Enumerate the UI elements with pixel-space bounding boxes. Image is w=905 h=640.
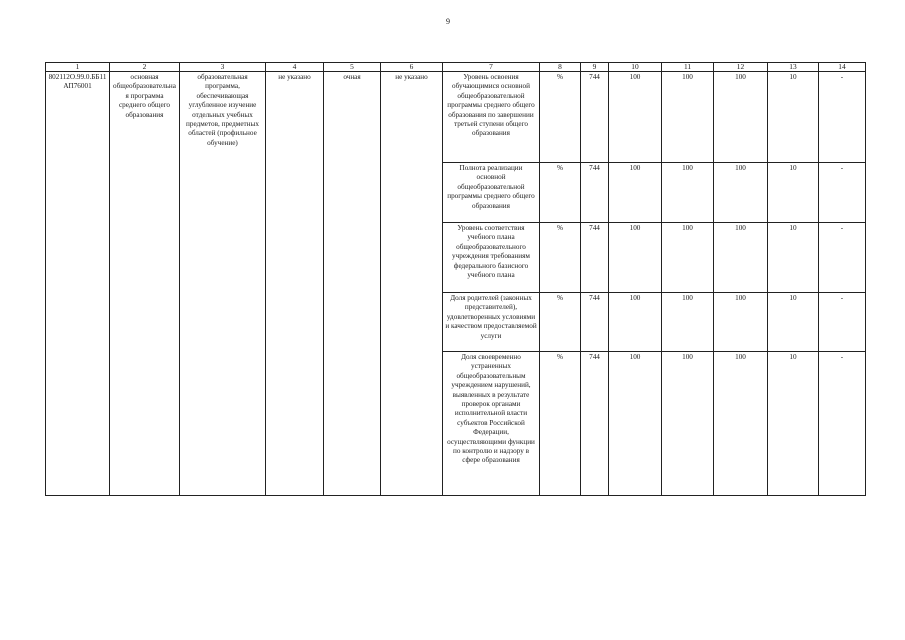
value-cell: 100 <box>714 163 768 223</box>
okei-code: 744 <box>581 72 609 163</box>
header-cell: 14 <box>819 63 866 72</box>
value-cell: 100 <box>714 72 768 163</box>
program-name: основная общеобразовательная программа среднего общего образования <box>110 72 180 496</box>
value-cell: 10 <box>768 163 819 223</box>
header-cell: 1 <box>46 63 110 72</box>
value-cell: 100 <box>662 352 714 496</box>
education-form: очная <box>324 72 381 496</box>
value-cell: 100 <box>662 293 714 352</box>
okei-code: 744 <box>581 223 609 293</box>
okei-code: 744 <box>581 352 609 496</box>
header-cell: 3 <box>180 63 266 72</box>
indicator-name: Полнота реализации основной общеобразовательной программы среднего общего образования <box>443 163 540 223</box>
value-cell: 100 <box>662 223 714 293</box>
value-cell: 10 <box>768 352 819 496</box>
value-cell: 100 <box>662 72 714 163</box>
header-cell: 13 <box>768 63 819 72</box>
header-cell: 7 <box>443 63 540 72</box>
header-cell: 2 <box>110 63 180 72</box>
value-cell: 10 <box>768 293 819 352</box>
value-cell: 100 <box>714 352 768 496</box>
indicator-name: Доля родителей (законных представителей), удовлетворенных условиями и качеством предоставляемой услуги <box>443 293 540 352</box>
table-row <box>46 72 866 163</box>
column-4-value: не указано <box>266 72 324 496</box>
header-cell: 4 <box>266 63 324 72</box>
unit: % <box>540 352 581 496</box>
unit: % <box>540 293 581 352</box>
value-cell: - <box>819 293 866 352</box>
header-cell: 9 <box>581 63 609 72</box>
header-row <box>46 63 866 72</box>
value-cell: - <box>819 352 866 496</box>
header-cell: 6 <box>381 63 443 72</box>
value-cell: - <box>819 72 866 163</box>
value-cell: 100 <box>609 163 662 223</box>
okei-code: 744 <box>581 163 609 223</box>
header-cell: 8 <box>540 63 581 72</box>
unit: % <box>540 163 581 223</box>
value-cell: - <box>819 223 866 293</box>
header-cell: 5 <box>324 63 381 72</box>
header-cell: 12 <box>714 63 768 72</box>
unit: % <box>540 223 581 293</box>
value-cell: 100 <box>609 293 662 352</box>
header-cell: 11 <box>662 63 714 72</box>
header-cell: 10 <box>609 63 662 72</box>
value-cell: 100 <box>714 223 768 293</box>
unit: % <box>540 72 581 163</box>
page-number: 9 <box>446 17 450 26</box>
registry-code: 802112О.99.0.ББ11АП76001 <box>46 72 110 496</box>
value-cell: - <box>819 163 866 223</box>
value-cell: 100 <box>609 352 662 496</box>
value-cell: 100 <box>714 293 768 352</box>
value-cell: 10 <box>768 223 819 293</box>
indicator-name: Доля своевременно устраненных общеобразовательным учреждением нарушений, выявленных в результате проверок органами исполнительной власти субъектов Российской Федерации, осуществляющими функции по контролю и надзору в сфере образования <box>443 352 540 496</box>
value-cell: 100 <box>609 72 662 163</box>
indicator-name: Уровень освоения обучающимися основной общеобразовательной программы среднего общего образования по завершении третьей ступени общего образования <box>443 72 540 163</box>
value-cell: 10 <box>768 72 819 163</box>
okei-code: 744 <box>581 293 609 352</box>
column-6-value: не указано <box>381 72 443 496</box>
indicator-name: Уровень соответствия учебного плана общеобразовательного учреждения требованиям федерального базисного учебного плана <box>443 223 540 293</box>
value-cell: 100 <box>662 163 714 223</box>
indicator-table <box>45 62 866 496</box>
program-content: образовательная программа, обеспечивающая углубленное изучение отдельных учебных предметов, предметных областей (профильное обучение) <box>180 72 266 496</box>
value-cell: 100 <box>609 223 662 293</box>
